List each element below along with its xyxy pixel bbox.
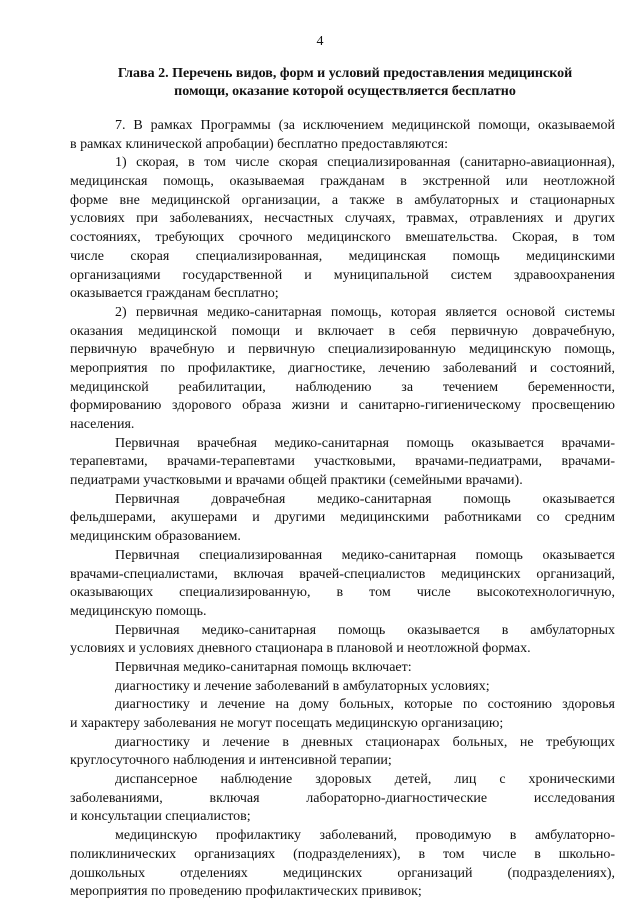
text-line: 7. В рамках Программы (за исключением медицинской помощи, оказываемой xyxy=(115,118,615,133)
text-line: медицинскую профилактику заболеваний, проводимую в амбулаторно- xyxy=(115,828,615,844)
text-line: Первичная доврачебная медико-санитарная помощь оказывается xyxy=(115,491,615,507)
text-line: диагностику и лечение на дому больных, которые по состоянию здоровья xyxy=(115,697,615,713)
text-line: условиях при заболеваниях, несчастных случаях, травмах, отравлениях и других xyxy=(70,211,615,227)
text-line: медицинскую помощь. xyxy=(70,603,207,619)
text-line: организациями государственной и муниципальной систем здравоохранения xyxy=(70,267,615,283)
text-line: форме вне медицинской организации, а также в амбулаторных и стационарных xyxy=(70,192,615,208)
text-line: 2) первичная медико-санитарная помощь, которая является основой системы xyxy=(115,304,615,320)
text-line: оказывающих специализированную, в том числе высокотехнологичную, xyxy=(70,585,615,601)
text-line: медицинская помощь, оказываемая гражданам в экстренной или неотложной xyxy=(70,174,615,190)
text-line: 1) скорая, в том числе скорая специализированная (санитарно-авиационная), xyxy=(115,155,615,171)
text-line: первичную врачебную и первичную специализированную медицинскую помощь, xyxy=(70,342,615,358)
text-line: в рамках клинической апробации) бесплатно предоставляются: xyxy=(70,136,448,152)
text-line: диагностику и лечение заболеваний в амбулаторных условиях; xyxy=(115,678,490,694)
text-line: состояниях, требующих срочного медицинского вмешательства. Скорая, в том xyxy=(70,230,615,246)
text-line: условиях и условиях дневного стационара в плановой и неотложной формах. xyxy=(70,641,531,657)
text-line: медицинским образованием. xyxy=(70,529,241,545)
text-line: числе скорая специализированная, медицинская помощь медицинскими xyxy=(70,248,615,264)
text-line: и консультации специалистов; xyxy=(70,809,251,825)
chapter-heading: Глава 2. Перечень видов, форм и условий предоставления медицинской помощи, оказание которой осуществляется бесплатно xyxy=(117,66,573,99)
text-line: Первичная медико-санитарная помощь включает: xyxy=(115,659,412,675)
text-line: Первичная специализированная медико-санитарная помощь оказывается xyxy=(115,547,615,563)
text-line: медицинской реабилитации, наблюдению за течением беременности, xyxy=(70,379,615,395)
text-line: оказания медицинской помощи и включает в себя первичную доврачебную, xyxy=(70,323,615,339)
text-line: мероприятия по профилактике, диагностике, лечению заболеваний и состояний, xyxy=(70,360,615,376)
text-line: диагностику и лечение в дневных стационарах больных, не требующих xyxy=(115,734,615,750)
text-line: Первичная врачебная медико-санитарная помощь оказывается врачами- xyxy=(115,435,615,451)
text-line: дошкольных отделениях медицинских организаций (подразделениях), xyxy=(70,865,615,881)
text-line: формированию здорового образа жизни и санитарно-гигиеническому просвещению xyxy=(70,398,615,414)
text-line: мероприятия по проведению профилактических прививок; xyxy=(70,884,422,900)
text-line: заболеваниями, включая лабораторно-диагностические исследования xyxy=(70,790,615,806)
page-number: 4 xyxy=(316,34,324,49)
text-line: диспансерное наблюдение здоровых детей, лиц с хроническими xyxy=(115,772,615,788)
text-line: и характеру заболевания не могут посещать медицинскую организацию; xyxy=(70,716,504,731)
text-line: терапевтами, врачами-терапевтами участковыми, врачами-педиатрами, врачами- xyxy=(70,454,615,470)
text-line: педиатрами участковыми и врачами общей практики (семейными врачами). xyxy=(70,473,523,489)
body-text xyxy=(70,117,615,902)
text-line: круглосуточного наблюдения и интенсивной терапии; xyxy=(70,753,392,769)
text-line: оказывается гражданам бесплатно; xyxy=(70,286,279,302)
text-line: поликлинических организациях (подразделениях), в том числе в школьно- xyxy=(70,846,615,862)
text-line: населения. xyxy=(70,417,135,432)
text-line: врачами-специалистами, включая врачей-специалистов медицинских организаций, xyxy=(70,566,615,582)
text-line: Первичная медико-санитарная помощь оказывается в амбулаторных xyxy=(115,622,615,638)
text-line: фельдшерами, акушерами и другими медицинскими работниками со средним xyxy=(70,510,615,526)
